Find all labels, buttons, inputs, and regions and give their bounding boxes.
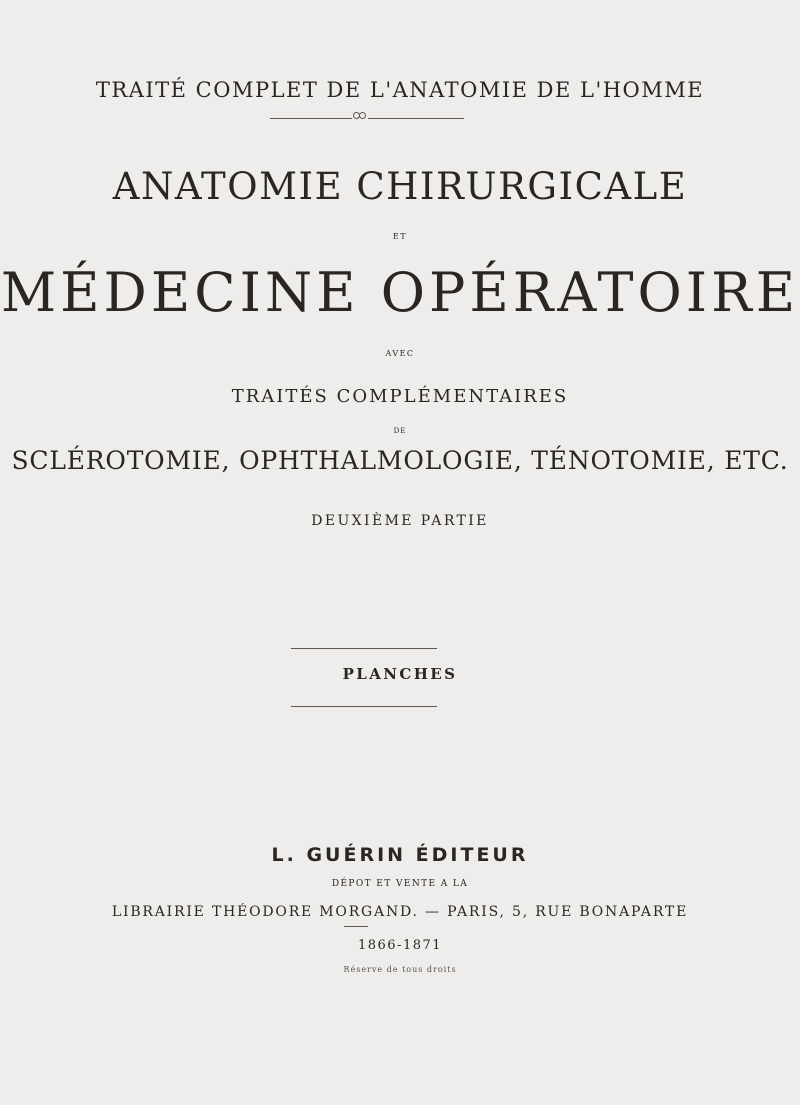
date-rule (344, 926, 368, 927)
main-title-line-1: ANATOMIE CHIRURGICALE (112, 165, 688, 208)
ornamental-rule-left (270, 118, 352, 119)
series-title: TRAITÉ COMPLET DE L'ANATOMIE DE L'HOMME (95, 78, 705, 102)
conjunction-avec: AVEC (385, 349, 415, 358)
section-rule-bottom (291, 706, 437, 707)
ornamental-rule-right (368, 118, 464, 119)
ornament-icon (353, 112, 367, 119)
part-label: DEUXIÈME PARTIE (311, 513, 489, 529)
rights-notice: Réserve de tous droits (343, 965, 457, 974)
subtitle: TRAITÉS COMPLÉMENTAIRES (231, 386, 569, 407)
subjects-line: SCLÉROTOMIE, OPHTHALMOLOGIE, TÉNOTOMIE, ETC. (11, 446, 789, 475)
section-title: PLANCHES (342, 665, 458, 683)
publisher-name: L. GUÉRIN ÉDITEUR (271, 844, 529, 866)
conjunction-et: ET (392, 232, 408, 241)
main-title-line-2: MÉDECINE OPÉRATOIRE (0, 261, 800, 324)
publisher-address: LIBRAIRIE THÉODORE MORGAND. — PARIS, 5, RUE BONAPARTE (111, 904, 689, 920)
depot-line: DÉPOT ET VENTE A LA (331, 879, 469, 889)
conjunction-de: DE (393, 427, 407, 435)
section-rule-top (291, 648, 437, 649)
publication-dates: 1866-1871 (357, 938, 443, 953)
